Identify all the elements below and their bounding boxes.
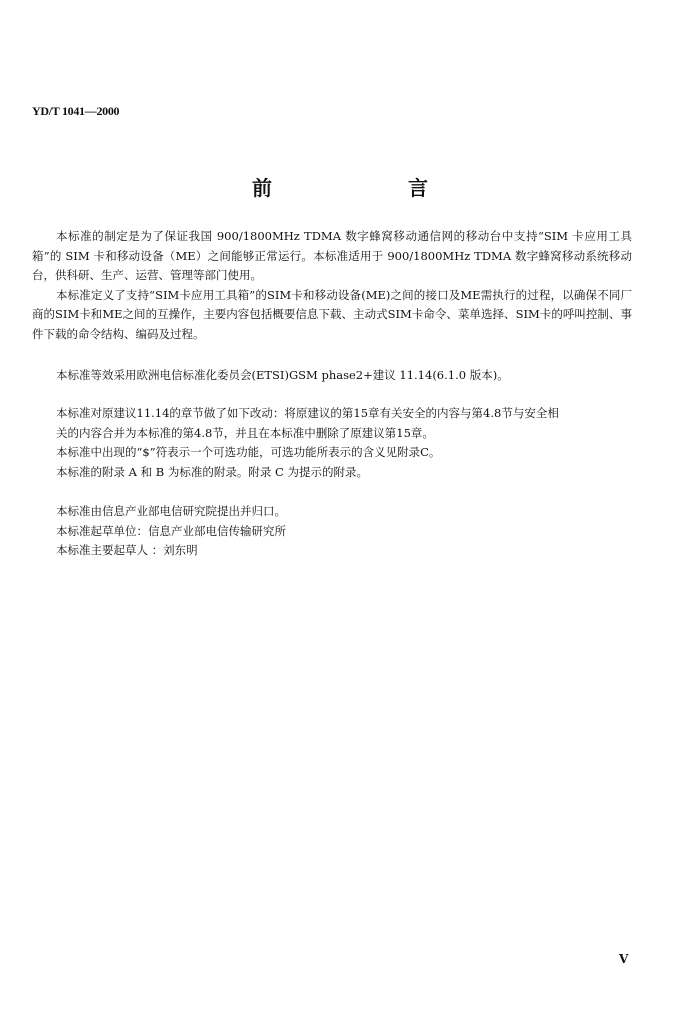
page-title: 前 言 (252, 176, 486, 200)
intro-paragraphs (32, 227, 632, 345)
changes-line: 本标准对原建议11.14的章节做了如下改动：将原建议的第15章有关安全的内容与第4.8节与安全相 (56, 406, 559, 420)
info-line: 本标准主要起草人 ：刘东明 (56, 543, 198, 558)
changes-line: 本标准中出现的“$”符表示一个可选功能，可选功能所表示的含义见附录C。 (56, 445, 441, 460)
changes-block (56, 404, 632, 482)
info-line: 本标准起草单位：信息产业部电信传输研究所 (56, 523, 286, 538)
changes-line: 关的内容合并为本标准的第4.8节，并且在本标准中删除了原建议第15章。 (56, 425, 434, 440)
paragraph-purpose: 本标准的制定是为了保证我国 900/1800MHz TDMA 数字蜂窝移动通信网的移动台中支持“SIM 卡应用工具箱”的 SIM 卡和移动设备（ME）之间能够正常运行。本标准适用于 900/1800MHz TDMA 数字蜂窝移动系统移动台，供科研、生产、运营、管理等部门使用。 (32, 229, 632, 283)
standard-code: YD/T 1041—2000 (32, 104, 120, 118)
info-line: 本标准由信息产业部电信研究院提出并归口。 (56, 504, 286, 518)
equivalence-block (56, 366, 632, 386)
changes-line: 本标准的附录 A 和 B 为标准的附录。附录 C 为提示的附录。 (56, 464, 368, 479)
page-number: V (619, 952, 629, 966)
equivalence-line: 本标准等效采用欧洲电信标准化委员会(ETSI)GSM phase2+建议 11.14(6.1.0 版本)。 (56, 368, 509, 382)
paragraph-scope: 本标准定义了支持“SIM卡应用工具箱”的SIM卡和移动设备(ME)之间的接口及ME需执行的过程，以确保不同厂商的SIM卡和ME之间的互操作，主要内容包括概要信息下载、主动式SIM卡命令、菜单选择、SIM卡的呼叫控制、事件下载的命令结构、编码及过程。 (32, 287, 632, 341)
info-block (56, 502, 632, 561)
